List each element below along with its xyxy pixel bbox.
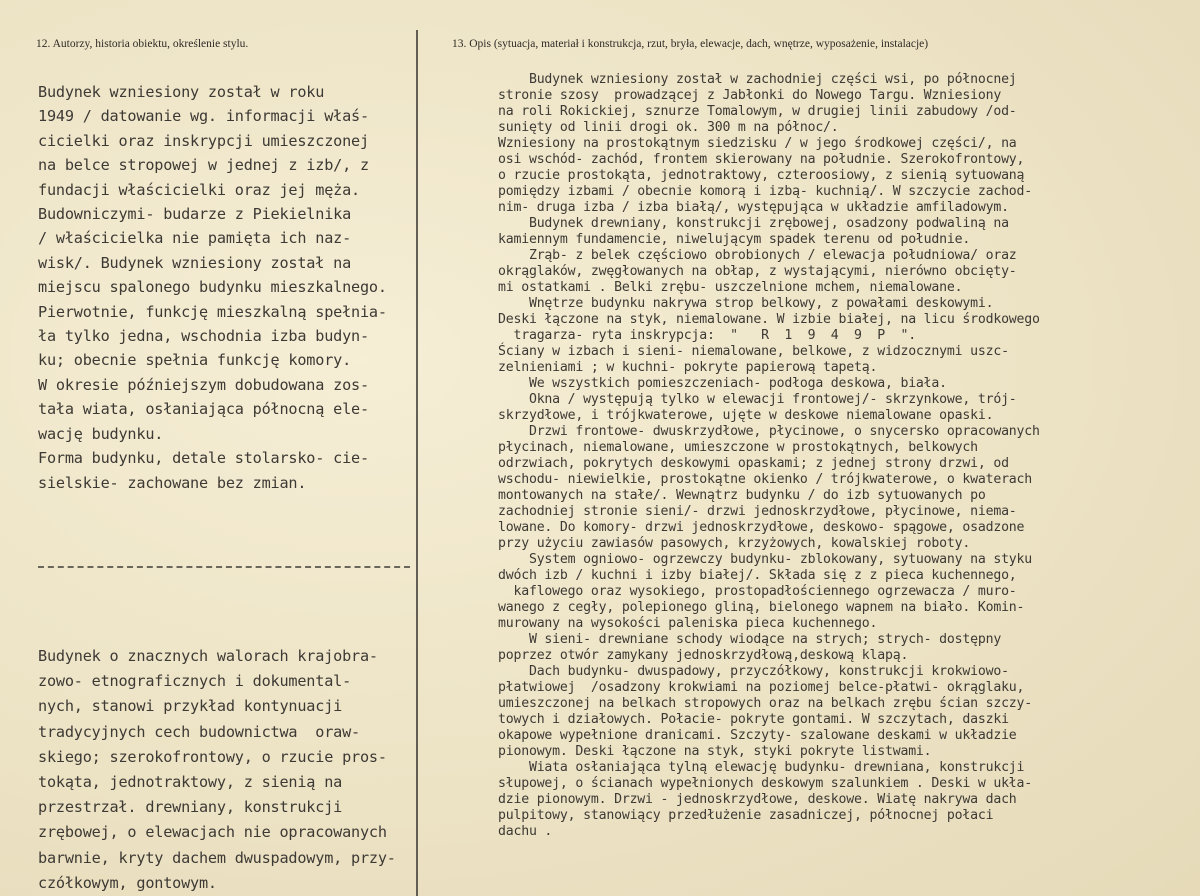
text-line: Drzwi frontowe- dwuskrzydłowe, płycinowe, o snycersko opracowanych [498, 424, 1040, 439]
text-line: ku; obecnie spełnia funkcję komory. [38, 351, 352, 370]
text-line: wschodu- niewielkie, prostokątne okienko / trójkwaterowe, o kwaterach [498, 472, 1033, 487]
history-text [38, 80, 387, 495]
text-line: Wzniesiony na prostokątnym siedzisku / w jego środkowej części/, na [498, 136, 1017, 151]
text-line: towych i działowych. Połacie- pokryte gontami. W szczytach, daszki [498, 712, 1009, 727]
text-line: o rzucie prostokąta, jednotraktowy, czteroosiowy, z sienią sytuowaną [498, 168, 1025, 183]
column-divider [416, 30, 418, 896]
text-line: dzie pionowym. Drzwi - jednoskrzydłowe, deskowe. Wiatę nakrywa dach [498, 792, 1017, 807]
text-line: lowane. Do komory- drzwi jednoskrzydłowe, deskowo- spągowe, osadzone [498, 520, 1025, 535]
text-line: nim- druga izba / izba białą/, występująca w układzie amfiladowym. [498, 200, 1009, 215]
text-line: Dach budynku- dwuspadowy, przyczółkowy, konstrukcji krokwiowo- [498, 664, 1009, 679]
text-line: okapowe wypełnione dranicami. Szczyty- szalowane deskami w układzie [498, 728, 1017, 743]
text-line: kaflowego oraz wysokiego, prostopadłościennego ogrzewacza / muro- [498, 584, 1017, 599]
text-line: sielskie- zachowane bez zmian. [38, 473, 307, 492]
text-line: skiego; szerokofrontowy, o rzucie pros- [38, 747, 387, 766]
text-line: płycinach, niemalowane, umieszczone w prostokątnych, belkowych [498, 440, 978, 455]
text-line: Budynek drewniany, konstrukcji zrębowej, osadzony podwaliną na [498, 216, 1009, 231]
text-line: przy użyciu zawiasów pasowych, krzyżowych, kowalskiej roboty. [498, 536, 971, 551]
text-line: Zrąb- z belek częściowo obrobionych / elewacja południowa/ oraz [498, 248, 1017, 263]
text-line: płatwiowej /osadzony krokwiami na poziomej belce-płatwi- okrąglaku, [498, 680, 1025, 695]
text-line: zowo- etnograficznych i dokumental- [38, 672, 352, 691]
text-line: odrzwiach, pokrytych deskowymi opaskami; z jednej strony drzwi, od [498, 456, 1009, 471]
text-line: tragarza- ryta inskrypcja: " R 1 9 4 9 P ". [498, 328, 916, 343]
text-line: Budynek wzniesiony został w roku [38, 83, 325, 101]
text-line: słupowej, o ścianach wypełnionych deskowym szalunkiem . Deski w ukła- [498, 776, 1033, 791]
text-line: ła tylko jedna, wschodnia izba budyn- [38, 327, 369, 346]
text-line: wację budynku. [38, 424, 164, 443]
text-line: przestrzał. drewniany, konstrukcji [38, 798, 343, 817]
text-line: Deski łączone na styk, niemalowane. W izbie białej, na licu środkowego [498, 312, 1040, 327]
text-line: Budynek o znacznych walorach krajobra- [38, 647, 378, 665]
text-line: czółkowym, gontowym. [38, 873, 217, 892]
section-separator [38, 566, 410, 568]
text-line: barwnie, kryty dachem dwuspadowym, przy- [38, 848, 396, 867]
text-line: W sieni- drewniane schody wiodące na strych; strych- dostępny [498, 632, 1002, 647]
text-line: / właścicielka nie pamięta ich naz- [38, 229, 352, 248]
text-line: kamiennym fundamencie, niwelującym spadek terenu od południe. [498, 232, 971, 247]
text-line: miejscu spalonego budynku mieszkalnego. [38, 278, 387, 297]
text-line: pulpitowy, stanowiący przedłużenie zasadniczej, północnej połaci [498, 808, 994, 823]
text-line: pionowym. Deski łączone na styk, styki pokryte listwami. [498, 744, 932, 759]
text-line: dachu . [498, 824, 553, 839]
text-line: Wiata osłaniająca tylną elewację budynku- drewniana, konstrukcji [498, 760, 1025, 775]
building-description-text [498, 72, 1040, 840]
text-line: Budowniczymi- budarze z Piekielnika [38, 205, 352, 224]
text-line: okrąglaków, zwęgłowanych na obłap, z wystającymi, nierówno obcięty- [498, 264, 1017, 279]
text-line: wanego z cegły, polepionego gliną, bielonego wapnem na biało. Komin- [498, 600, 1025, 615]
text-line: zelnieniami ; w kuchni- pokryte papierową tapetą. [498, 360, 878, 375]
text-line: nych, stanowi przykład kontynuacji [38, 697, 343, 716]
text-line: stronie szosy prowadzącej z Jabłonki do Nowego Targu. Wzniesiony [498, 88, 1002, 103]
text-line: tradycyjnych cech budownictwa oraw- [38, 722, 360, 741]
text-line: Wnętrze budynku nakrywa strop belkowy, z powałami deskowymi. [498, 296, 994, 311]
text-line: Pierwotnie, funkcję mieszkalną spełnia- [38, 302, 387, 321]
text-line: zachodniej stronie sieni/- drzwi jednoskrzydłowe, płycinowe, niema- [498, 504, 1017, 519]
text-line: fundacji właścicielki oraz jej męża. [38, 180, 360, 199]
text-line: murowany na wysokości paleniska pieca kuchennego. [498, 616, 878, 631]
text-line: na belce stropowej w jednej z izb/, z [38, 156, 369, 175]
text-line: osi wschód- zachód, frontem skierowany na południe. Szerokofrontowy, [498, 152, 1025, 167]
section-12-header: 12. Autorzy, historia obiektu, określenie stylu. [36, 38, 249, 50]
text-line: Okna / występują tylko w elewacji frontowej/- skrzynkowe, trój- [498, 392, 1017, 407]
text-line: W okresie późniejszym dobudowana zos- [38, 375, 369, 394]
text-line: Budynek wzniesiony został w zachodniej części wsi, po północnej [498, 72, 1017, 87]
text-line: wisk/. Budynek wzniesiony został na [38, 253, 352, 272]
text-line: umieszczonej na belkach stropowych oraz na belkach zrębu ścian szczy- [498, 696, 1033, 711]
text-line: montowanych na stałe/. Wewnątrz budynku / do izb sytuowanych po [498, 488, 986, 503]
text-line: System ogniowo- ogrzewczy budynku- zblokowany, sytuowany na styku [498, 552, 1033, 567]
text-line: zrębowej, o elewacjach nie opracowanych [38, 823, 387, 842]
text-line: tokąta, jednotraktowy, z sienią na [38, 773, 343, 792]
text-line: Ściany w izbach i sieni- niemalowane, belkowe, z widzocznymi uszc- [498, 344, 1009, 359]
text-line: Forma budynku, detale stolarsko- cie- [38, 449, 369, 468]
text-line: sunięty od linii drogi ok. 300 m na północ/. [498, 120, 839, 135]
text-line: poprzez otwór zamykany jednoskrzydłową,deskową klapą. [498, 648, 909, 663]
style-assessment-text [38, 644, 396, 896]
text-line: 1949 / datowanie wg. informacji właś- [38, 107, 369, 126]
text-line: We wszystkich pomieszczeniach- podłoga deskowa, biała. [498, 376, 947, 391]
text-line: dwóch izb / kuchni i izby białej/. Składa się z z pieca kuchennego, [498, 568, 1017, 583]
section-13-header: 13. Opis (sytuacja, materiał i konstrukcja, rzut, bryła, elewacje, dach, wnętrze, wyposażenie, instalacje) [452, 38, 929, 50]
text-line: cicielki oraz inskrypcji umieszczonej [38, 131, 369, 150]
text-line: tała wiata, osłaniająca północną ele- [38, 400, 369, 419]
text-line: mi ostatkami . Belki zrębu- uszczelnione mchem, niemalowane. [498, 280, 963, 295]
text-line: skrzydłowe, i trójkwaterowe, ujęte w deskowe niemalowane opaski. [498, 408, 994, 423]
text-line: pomiędzy izbami / obecnie komorą i izbą- kuchnią/. W szczycie zachod- [498, 184, 1033, 199]
text-line: na roli Rokickiej, sznurze Tomalowym, w drugiej linii zabudowy /od- [498, 104, 1017, 119]
